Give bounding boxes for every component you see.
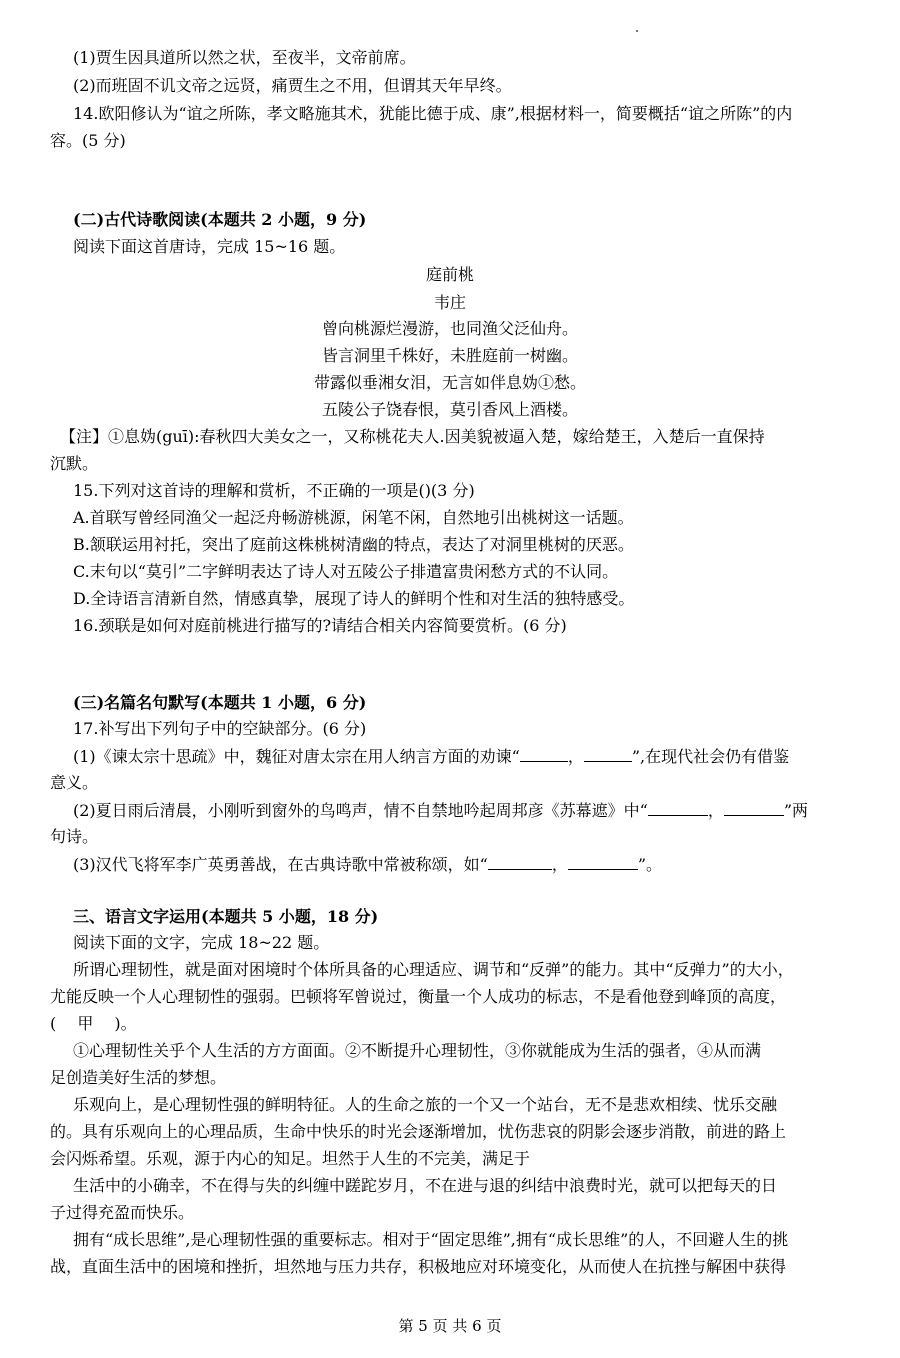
option-c: C.末句以“莫引”二字鲜明表达了诗人对五陵公子排遣富贵闲愁方式的不认同。 <box>73 562 619 581</box>
paragraph-line: 所谓心理韧性，就是面对困境时个体所具备的心理适应、调节和“反弹”的能力。其中“反弹力”的大小， <box>73 960 794 979</box>
question-16: 16.颈联是如何对庭前桃进行描写的?请结合相关内容简要赏析。(6 分) <box>73 616 567 635</box>
paragraph-line: 会闪烁希望。乐观，源于内心的知足。坦然于人生的不完美，满足于 <box>50 1149 531 1168</box>
instruction: 阅读下面的文字，完成 18~22 题。 <box>73 933 330 952</box>
paragraph-line: 足创造美好生活的梦想。 <box>50 1068 227 1087</box>
paragraph-line: 战，直面生活中的困境和挫折，坦然地与压力共存，积极地应对环境变化，从而使人在抗挫与解困中获得 <box>50 1257 787 1276</box>
text-segment: ， <box>551 855 568 874</box>
answer-blank[interactable] <box>488 851 552 870</box>
text-segment: (2)夏日雨后清晨，小刚听到窗外的鸟鸣声，情不自禁地吟起周邦彦《苏幕遮》中“ <box>73 801 648 820</box>
text-segment: (3)汉代飞将军李广英勇善战，在古典诗歌中常被称颂，如“ <box>73 855 488 874</box>
answer-blank[interactable] <box>520 743 568 762</box>
fill-blank-line <box>73 743 865 770</box>
option-a: A.首联写曾经同渔父一起泛舟畅游桃源，闲笔不闲，自然地引出桃树这一话题。 <box>73 508 634 527</box>
paragraph-line: 乐观向上，是心理韧性强的鲜明特征。人的生命之旅的一个又一个站台，无不是悲欢相续、忧乐交融 <box>73 1095 778 1114</box>
poem-line: 曾向桃源烂漫游，也同渔父泛仙舟。 <box>321 319 578 338</box>
paragraph-line: 拥有“成长思维”,是心理韧性强的重要标志。相对于“固定思维”,拥有“成长思维”的人，不回避人生的挑 <box>73 1230 789 1249</box>
answer-blank[interactable] <box>568 851 638 870</box>
option-d: D.全诗语言清新自然，情感真挚，展现了诗人的鲜明个性和对生活的独特感受。 <box>73 589 635 608</box>
paragraph-line: ①心理韧性关乎个人生活的方方面面。②不断提升心理韧性，③你就能成为生活的强者，④从而满 <box>73 1041 762 1060</box>
text-segment: ， <box>707 801 724 820</box>
text-segment: ”。 <box>637 855 663 874</box>
paragraph-line: ( 甲 )。 <box>50 1014 137 1033</box>
page-footer: 第 5 页 共 6 页 <box>398 1317 502 1335</box>
poem-line: 带露似垂湘女泪，无言如伴息妫①愁。 <box>313 373 586 392</box>
poem-line: 五陵公子饶春恨，莫引香风上酒楼。 <box>321 400 578 419</box>
text-segment: (1)《谏太宗十思疏》中，魏征对唐太宗在用人纳言方面的劝谏“ <box>73 747 520 766</box>
text-line: 意义。 <box>50 773 99 792</box>
fill-blank-line <box>73 851 865 878</box>
text-line: (1)贾生因具道所以然之状，至夜半，文帝前席。 <box>73 48 416 67</box>
question-15: 15.下列对这首诗的理解和赏析，不正确的一项是()(3 分) <box>73 481 475 500</box>
scan-speck <box>636 30 638 32</box>
answer-blank[interactable] <box>724 797 784 816</box>
instruction: 阅读下面这首唐诗，完成 15~16 题。 <box>73 237 346 256</box>
fill-blank-line <box>73 797 865 824</box>
question-17: 17.补写出下列句子中的空缺部分。(6 分) <box>73 719 367 738</box>
text-segment: ， <box>567 747 584 766</box>
paragraph-line: 生活中的小确幸，不在得与失的纠缠中蹉跎岁月，不在进与退的纠结中浪费时光，就可以把每天的日 <box>73 1176 778 1195</box>
section-heading-poetry: (二)古代诗歌阅读(本题共 2 小题，9 分) <box>73 210 367 229</box>
poem-note: 【注】①息妫(guī):春秋四大美女之一，又称桃花夫人.因美貌被逼入楚，嫁给楚王，入楚后一直保持 <box>60 427 765 446</box>
question-14: 14.欧阳修认为“谊之所陈，孝文略施其术，犹能比德于成、康”,根据材料一，简要概括“谊之所陈”的内 <box>73 104 793 123</box>
poem-title: 庭前桃 <box>425 265 474 284</box>
answer-blank[interactable] <box>648 797 708 816</box>
paragraph-line: 子过得充盈而快乐。 <box>50 1203 195 1222</box>
paragraph-line: 的。具有乐观向上的心理品质，生命中快乐的时光会逐渐增加，忧伤悲哀的阴影会逐步消散，前进的路上 <box>50 1122 787 1141</box>
text-segment: ”两 <box>783 801 809 820</box>
text-line: 容。(5 分) <box>50 131 126 150</box>
section-heading-language: 三、语言文字运用(本题共 5 小题，18 分) <box>73 907 379 926</box>
poem-author: 韦庄 <box>433 293 466 312</box>
section-heading-recitation: (三)名篇名句默写(本题共 1 小题，6 分) <box>73 693 367 712</box>
poem-line: 皆言洞里千株好，未胜庭前一树幽。 <box>321 346 578 365</box>
text-segment: ”,在现代社会仍有借鉴 <box>631 747 790 766</box>
option-b: B.颔联运用衬托，突出了庭前这株桃树清幽的特点，表达了对洞里桃树的厌恶。 <box>73 535 634 554</box>
text-line: (2)而班固不讥文帝之远贤，痛贾生之不用，但谓其天年早终。 <box>73 76 512 95</box>
text-line: 沉默。 <box>50 454 99 473</box>
paragraph-line: 尤能反映一个人心理韧性的强弱。巴顿将军曾说过，衡量一个人成功的标志，不是看他登到峰顶的高度， <box>50 987 787 1006</box>
text-line: 句诗。 <box>50 827 99 846</box>
answer-blank[interactable] <box>584 743 632 762</box>
